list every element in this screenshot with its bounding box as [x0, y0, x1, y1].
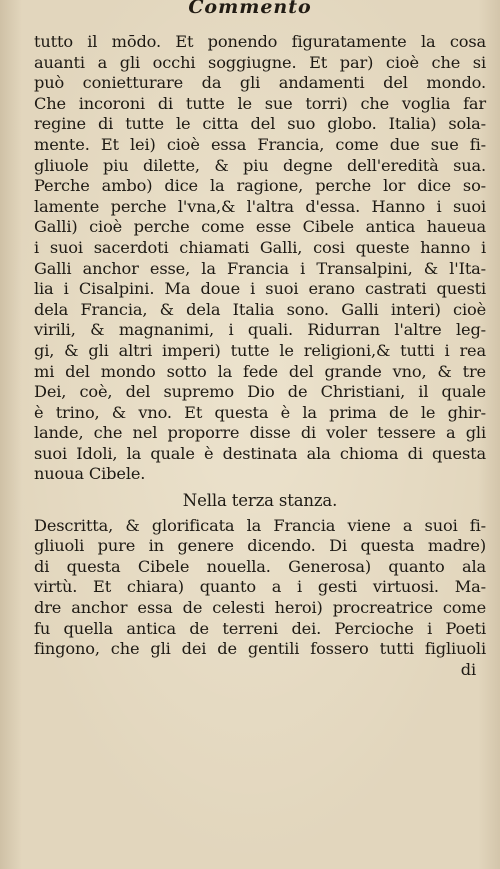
text-line: Galli anchor esse, la Francia i Transalpini, & l'Ita- — [34, 258, 486, 278]
catchword: di — [460, 659, 476, 679]
text-line: Perche ambo) dice la ragione, perche lor dice so- — [34, 176, 486, 196]
text-line: dela Francia, & dela Italia sono. Galli interi) cioè — [34, 299, 486, 319]
text-line: gi, & gli altri imperi) tutte le religioni,& tutti i rea — [34, 340, 486, 360]
text-line: lia i Cisalpini. Ma doue i suoi erano castrati questi — [34, 279, 486, 299]
text-line: fu quella antica de terreni dei. Percioche i Poeti — [34, 618, 486, 638]
text-line: mi del mondo sotto la fede del grande vno, & tre — [34, 361, 486, 381]
text-line: regine di tutte le citta del suo globo. Italia) sola- — [34, 114, 486, 134]
text-line: Descritta, & glorificata la Francia viene a suoi fi- — [34, 515, 486, 535]
running-head: Commento — [188, 0, 312, 18]
text-line: dre anchor essa de celesti heroi) procreatrice come — [34, 598, 486, 618]
text-line: Galli) cioè perche come esse Cibele antica haueua — [34, 217, 486, 237]
text-line: tutto il mōdo. Et ponendo figuratamente la cosa — [34, 32, 486, 51]
text-line: virili, & magnanimi, i quali. Ridurran l'altre leg- — [34, 320, 486, 340]
text-line: mente. Et lei) cioè essa Francia, come due sue fi- — [34, 134, 486, 154]
text-line: nuoua Cibele. — [34, 464, 146, 484]
text-line: gliuole piu dilette, & piu degne dell'eredità sua. — [34, 155, 486, 175]
text-line: virtù. Et chiara) quanto a i gesti virtuosi. Ma- — [34, 577, 486, 597]
text-line: gliuoli pure in genere dicendo. Di questa madre) — [34, 536, 486, 556]
commentary-text — [34, 32, 486, 680]
text-line: può conietturare da gli andamenti del mondo. — [34, 73, 486, 93]
text-line: lande, che nel proporre disse di voler tessere a gli — [34, 423, 486, 443]
text-line: è trino, & vno. Et questa è la prima de le ghir- — [34, 402, 486, 422]
text-line: suoi Idoli, la quale è destinata ala chioma di questa — [34, 443, 486, 463]
section-heading: Nella terza stanza. — [182, 491, 338, 511]
text-line: Che incoroni di tutte le sue torri) che voglia far — [34, 93, 486, 113]
text-line: i suoi sacerdoti chiamati Galli, cosi queste hanno i — [34, 237, 486, 257]
text-line: fingono, che gli dei de gentili fossero tutti figliuoli — [34, 639, 486, 659]
text-line: auanti a gli occhi soggiugne. Et par) cioè che si — [34, 52, 486, 72]
text-line: lamente perche l'vna,& l'altra d'essa. Hanno i suoi — [34, 196, 486, 216]
text-line: Dei, coè, del supremo Dio de Christiani, il quale — [34, 382, 486, 402]
text-line: di questa Cibele nouella. Generosa) quanto ala — [34, 556, 486, 576]
